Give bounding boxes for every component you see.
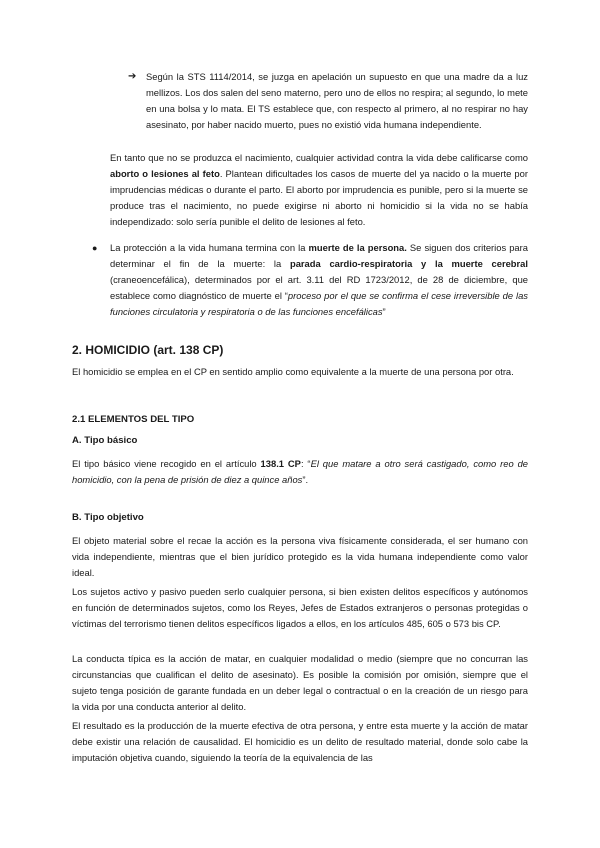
subsection-title: 2.1 ELEMENTOS DEL TIPO xyxy=(72,414,195,425)
section-title: 2. HOMICIDIO (art. 138 CP) xyxy=(72,343,224,357)
paragraph-homicidio: El homicidio se emplea en el CP en sentido amplio como equivalente a la muerte de una persona por otra. xyxy=(72,366,514,377)
paragraph-tipo-basico: El tipo básico viene recogido en el artículo 138.1 CP: “El que matare a otro será castigado, como reo de homicidio, con la pena de prisión de diez a quince años”. xyxy=(72,458,529,486)
paragraph-objeto-material: El objeto material sobre el recae la acción es la persona viva físicamente considerada, el ser humano con vida independiente, mientras que el bien jurídico protegido es la vida humana independiente como valor ideal. xyxy=(72,535,528,579)
paragraph-conducta: La conducta típica es la acción de matar, en cualquier modalidad o medio (siempre que no concurran las circunstancias que cualifican el delito de asesinato). Es posible la comisión por omisión, siempre que el sujeto tenga posición de garante fundada en un deber legal o contractual o en la creación de un riesgo para la vida por una conducta anterior al delito. xyxy=(72,653,528,713)
bullet-list-item: La protección a la vida humana termina con la muerte de la persona. Se siguen dos criterios para determinar el fin de la muerte: la parada cardio-respiratoria y la muerte cerebral (craneoencefálica), determinados por el art. 3.11 del RD 1723/2012, de 28 de diciembre, que establece como diagnóstico de muerte el “proceso por el que se confirma el cese irreversible de las funciones circulatoria y respiratoria o de las funciones encefálicas” xyxy=(110,242,529,318)
paragraph-sujetos: Los sujetos activo y pasivo pueden serlo cualquier persona, si bien existen delitos específicos y autónomos en función de determinados sujetos, como los Reyes, Jefes de Estados extranjeros o personas protegidas o víctimas del terrorismo tienen delitos específicos ligados a ellos, en los artículos 485, 605 o 573 bis CP. xyxy=(72,586,528,630)
arrow-list-item: Según la STS 1114/2014, se juzga en apelación un supuesto en que una madre da a luz mellizos. Los dos salen del seno materno, pero uno de ellos no respira; al segundo, lo mete en una bolsa y lo mata. El TS establece que, con respecto al primero, al no respirar no hay asesinato, por haber nacido muerto, pues no existió vida humana independiente. xyxy=(146,71,528,131)
paragraph-resultado: El resultado es la producción de la muerte efectiva de otra persona, y entre esta muerte y la acción de matar debe existir una relación de causalidad. El homicidio es un delito de resultado material, donde solo cabe la imputación objetiva cuando, siguiendo la teoría de la equivalencia de las xyxy=(72,720,528,764)
arrow-bullet-icon: ➔ xyxy=(128,71,137,82)
bold-aborto: aborto o lesiones al feto xyxy=(110,168,220,180)
paragraph-nacimiento: En tanto que no se produzca el nacimiento, cualquier actividad contra la vida debe calificarse como aborto o lesiones al feto. Plantean dificultades los casos de muerte del ya nacido o la muerte por imprudencias médicas o durante el parto. El aborto por imprudencia es punible, pero si la muerte se produce tras el nacimiento, no puede exigirse ni aborto ni homicidio si la vida no se había independizado: solo sería punible el delito de lesiones al feto. xyxy=(110,152,528,228)
bullet-icon: ● xyxy=(92,243,98,253)
tipo-basico-heading: A. Tipo básico xyxy=(72,435,138,446)
tipo-objetivo-heading: B. Tipo objetivo xyxy=(72,512,144,523)
